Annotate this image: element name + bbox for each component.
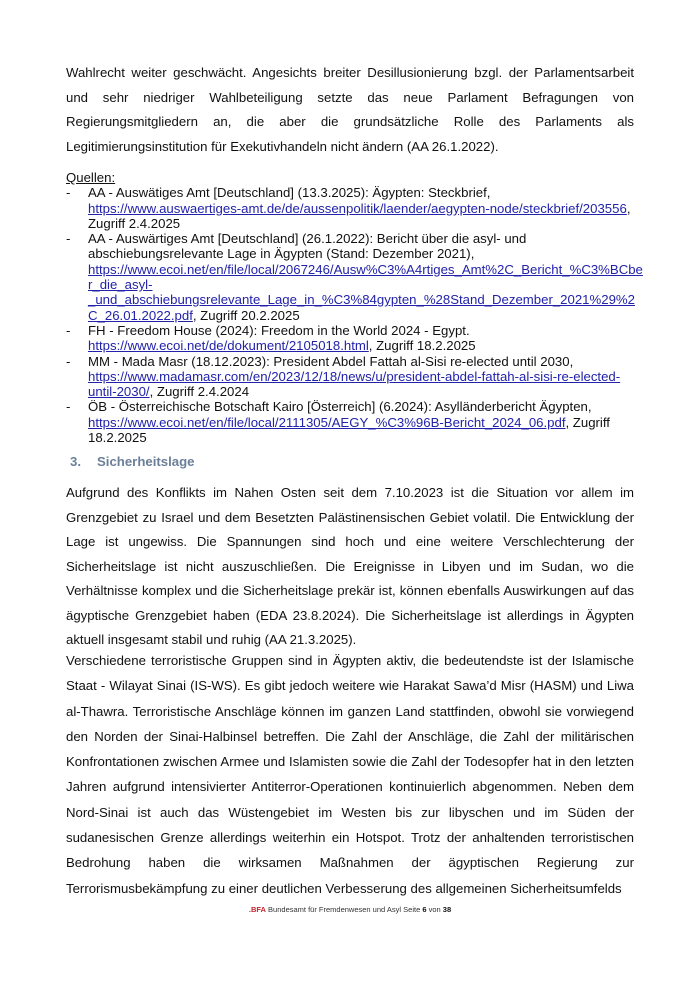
list-bullet: -: [66, 185, 71, 201]
text-line: Legitimierungsinstitution für Exekutivhandeln nicht ändern (AA 26.1.2022).: [66, 138, 499, 154]
source-text: 18.2.2025: [88, 430, 147, 446]
source-line: [88, 292, 646, 307]
text-line: ägyptische Grenzgebiet haben (EDA 23.8.2024). Die Sicherheitslage ist allerdings in Ägypten: [66, 607, 634, 623]
footer-org: Bundesamt für Fremdenwesen und Asyl: [268, 905, 402, 914]
source-text: AA - Auswätiges Amt [Deutschland] (13.3.2025): Ägypten: Steckbrief,: [88, 185, 491, 201]
source-link[interactable]: https://www.ecoi.net/en/file/local/2111305/AEGY_%C3%96B-Bericht_2024_06.pdf: [88, 414, 566, 430]
page-footer: [0, 905, 700, 914]
text-line: Grenzgebiet zu Israel und dem Besetzten Palästinensischen Gebiet volatil. Die Entwicklung der: [66, 509, 634, 525]
text-line: sudanesischen Grenze allerdings weiterhin ein Hotspot. Trotz der anhaltenden terroristischen: [66, 830, 634, 846]
text-line: Verschiedene terroristische Gruppen sind in Ägypten aktiv, die bedeutendste ist der Islamische: [66, 653, 634, 668]
source-line: [88, 262, 646, 277]
source-line: [88, 430, 646, 445]
source-line: [88, 338, 646, 353]
text-line: Regierungsmitgliedern an, die aber die grundsätzliche Rolle des Parlaments als: [66, 114, 634, 129]
text-line: Jahren aufgrund intensivierter Antiterror-Operationen kontinuierlich abgenommen. Neben dem: [66, 779, 634, 795]
list-bullet: -: [66, 322, 71, 338]
text-line: Bedrohung haben die wirksamen Maßnahmen der ägyptischen Regierung zur: [66, 855, 634, 871]
source-link[interactable]: _und_abschiebungsrelevante_Lage_in_%C3%84gypten_%28Stand_Dezember_2021%29%2: [88, 292, 635, 308]
section-number: 3.: [70, 454, 81, 469]
source-text: MM - Mada Masr (18.12.2023): President Abdel Fattah al-Sisi re-elected until 2030,: [88, 353, 574, 369]
source-line: [88, 277, 646, 292]
source-link[interactable]: until-2030/: [88, 384, 150, 400]
source-item: [66, 185, 646, 231]
source-line: [88, 216, 646, 231]
list-bullet: -: [66, 353, 71, 369]
text-line: Staat - Wilayat Sinai (IS-WS). Es gibt jedoch weitere wie Harakat Sawa’d Misr (HASM) und Liwa: [66, 678, 634, 694]
source-text: ÖB - Österreichische Botschaft Kairo [Österreich] (6.2024): Asylländerbericht Ägypten,: [88, 399, 592, 415]
source-line: [88, 231, 646, 246]
text-line: Lage ist ungewiss. Die Spannungen sind hoch und eine weitere Verschlechterung der: [66, 534, 634, 549]
source-text: ,: [626, 200, 631, 216]
source-item: [66, 323, 646, 354]
text-line: und sehr niedriger Wahlbeteiligung setzte das neue Parlament Befragungen von: [66, 89, 634, 105]
text-line: Konfrontationen zwischen Armee und Islamisten sowie die Zahl der Todesopfer hat in den letzten: [66, 754, 634, 770]
source-link[interactable]: r_die_asyl-: [88, 277, 153, 293]
source-text: Zugriff 2.4.2025: [88, 215, 181, 231]
footer-page-number: 6: [422, 905, 427, 914]
list-bullet: -: [66, 231, 71, 247]
source-link[interactable]: https://www.ecoi.net/en/file/local/2067246/Ausw%C3%A4rtiges_Amt%2C_Bericht_%C3%BCbe: [88, 261, 643, 277]
source-link[interactable]: https://www.madamasr.com/en/2023/12/18/news/u/president-abdel-fattah-al-sisi-re-elected-: [88, 368, 621, 384]
text-line: Wahlrecht weiter geschwächt. Angesichts breiter Desillusionierung bzgl. der Parlamentsarbeit: [66, 65, 634, 80]
text-line: al-Thawra. Terroristische Anschläge können im ganzen Land stattfinden, obwohl sie vorwiegend: [66, 703, 634, 719]
source-line: [88, 323, 646, 338]
source-link[interactable]: https://www.ecoi.net/de/dokument/2105018.html: [88, 338, 369, 354]
source-line: [88, 185, 646, 200]
source-link[interactable]: C_26.01.2022.pdf: [88, 307, 193, 323]
footer-page-total: 38: [442, 905, 452, 914]
text-line: Verhältnisse komplex und die Sicherheitslage prekär ist, können ebenfalls Auswirkungen auf das: [66, 583, 634, 598]
footer-of-label: von: [428, 905, 441, 914]
source-item: [66, 231, 646, 323]
source-item: [66, 399, 646, 445]
list-bullet: -: [66, 399, 71, 415]
text-line: Sicherheitslage ist nicht auszuschließen. Die Ereignisse in Libyen und im Sudan, wo die: [66, 558, 634, 574]
source-line: [88, 399, 646, 414]
text-line: den Norden der Sinai-Halbinsel betreffen. Die Zahl der Anschläge, die Zahl der militärischen: [66, 728, 634, 744]
source-line: [88, 415, 646, 430]
sources-list: [66, 170, 646, 445]
text-line: Aufgrund des Konflikts im Nahen Osten seit dem 7.10.2023 ist die Situation vor allem im: [66, 485, 634, 500]
paragraph-parliament: [66, 61, 634, 159]
source-line: [88, 354, 646, 369]
source-text: , Zugriff 2.4.2024: [149, 384, 250, 400]
paragraph-security-overview: [66, 481, 634, 653]
source-text: , Zugriff: [565, 414, 610, 430]
bfa-logo: .BFA: [248, 905, 266, 914]
source-text: AA - Auswärtiges Amt [Deutschland] (26.1.2022): Bericht über die asyl- und: [88, 231, 527, 247]
text-line: Nord-Sinai ist auch das Wüstengebiet im Westen bis zur libyschen und im Süden der: [66, 804, 634, 820]
text-line: aktuell insgesamt stabil und ruhig (AA 21.3.2025).: [66, 632, 357, 647]
sources-title: Quellen:: [66, 170, 116, 185]
source-line: [88, 384, 646, 399]
source-link[interactable]: https://www.auswaertiges-amt.de/de/aussenpolitik/laender/aegypten-node/steckbrief/203556: [88, 200, 627, 216]
source-item: [66, 354, 646, 400]
source-line: [88, 308, 646, 323]
source-text: FH - Freedom House (2024): Freedom in the World 2024 - Egypt.: [88, 322, 470, 338]
source-text: , Zugriff 20.2.2025: [192, 307, 300, 323]
section-heading: [70, 454, 194, 469]
source-line: [88, 201, 646, 216]
source-line: [88, 246, 646, 261]
source-text: , Zugriff 18.2.2025: [368, 338, 476, 354]
text-line: Terrorismusbekämpfung zu einer deutlichen Verbesserung des allgemeinen Sicherheitsumfelds: [66, 880, 622, 896]
section-title: Sicherheitslage: [97, 454, 195, 469]
source-line: [88, 369, 646, 384]
footer-page-label: Seite: [403, 905, 421, 914]
paragraph-terror-groups: [66, 648, 634, 901]
source-text: abschiebungsrelevante Lage in Ägypten (Stand: Dezember 2021),: [88, 246, 475, 262]
